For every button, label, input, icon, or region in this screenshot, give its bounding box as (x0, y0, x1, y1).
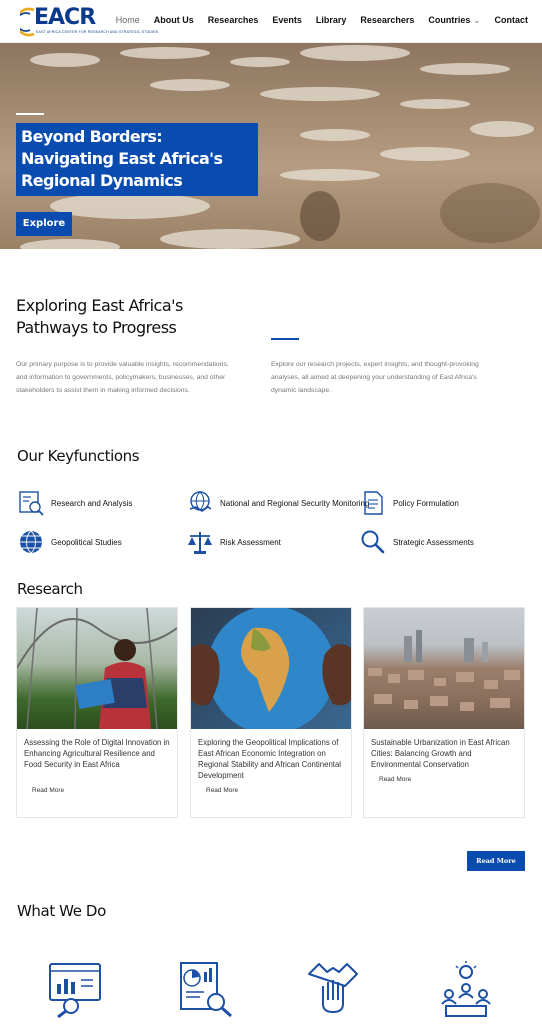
nav-events[interactable]: Events (272, 15, 302, 25)
hero-title: Beyond Borders: Navigating East Africa's Regional Dynamics (16, 123, 258, 196)
keyfunction-geopolitical-studies[interactable] (17, 528, 122, 556)
chevron-down-icon: ⌄ (472, 15, 481, 25)
keyfunction-label: Strategic Assessments (393, 537, 474, 547)
what-we-do-item[interactable] (305, 960, 361, 1018)
logo-text: EACR (34, 5, 96, 30)
keyfunction-label: National and Regional Security Monitoring (220, 498, 370, 508)
keyfunctions-heading: Our Keyfunctions (17, 447, 140, 465)
site-header (0, 0, 542, 43)
keyfunction-security-monitoring[interactable] (186, 489, 369, 517)
teamwork-hands-icon (305, 960, 361, 1018)
keyfunction-label: Policy Formulation (393, 498, 459, 508)
nav-home[interactable]: Home (115, 15, 140, 25)
keyfunction-label: Risk Assessment (220, 537, 281, 547)
globe-icon (17, 528, 45, 556)
intro-left-text: Our primary purpose is to provide valuable insights, recommendations, and information to governments, policymakers, businesses, and other stakeholders to assist them in making informed decisions. (16, 361, 229, 394)
research-card-title[interactable]: Sustainable Urbanization in East African Cities: Balancing Growth and Environmental Conservation (371, 738, 510, 769)
keyfunction-label: Research and Analysis (51, 498, 133, 508)
leadership-idea-icon (438, 960, 494, 1018)
analytics-screen-icon (47, 960, 103, 1018)
intro-title: Exploring East Africa's Pathways to Progress (16, 296, 183, 337)
research-card-read-more[interactable]: Read More (379, 776, 412, 783)
research-read-more-button[interactable]: Read More (467, 851, 525, 871)
nav-about-us[interactable]: About Us (153, 15, 194, 25)
keyfunction-research-analysis[interactable] (17, 489, 132, 517)
research-analysis-icon (17, 489, 45, 517)
research-card-image (17, 608, 177, 729)
what-we-do-item[interactable] (47, 960, 103, 1018)
keyfunction-strategic-assessments[interactable] (359, 528, 474, 556)
logo-subtext: EAST AFRICA CENTER FOR RESEARCH AND STRATEGIC STUDIES (36, 30, 159, 34)
scales-icon (186, 528, 214, 556)
research-card[interactable] (16, 607, 178, 818)
what-we-do-item[interactable] (438, 960, 494, 1018)
keyfunction-label: Geopolitical Studies (51, 537, 122, 547)
nav-researches[interactable]: Researches (207, 15, 259, 25)
explore-button[interactable]: Explore (16, 212, 72, 236)
intro-divider (271, 338, 299, 340)
research-card[interactable] (363, 607, 525, 818)
nav-countries-label: Countries (428, 15, 471, 25)
research-card-title[interactable]: Assessing the Role of Digital Innovation in Enhancing Agricultural Resilience and Food Security in East Africa (24, 738, 170, 769)
nav-countries[interactable] (428, 15, 480, 26)
intro-right-text: Explore our research projects, expert insights, and thought-provoking analyses, all aimed at deepening your understanding of East Africa's dynamic landscape. (271, 361, 479, 394)
document-icon (359, 489, 387, 517)
main-nav (116, 15, 528, 26)
keyfunction-risk-assessment[interactable] (186, 528, 281, 556)
handshake-globe-icon (186, 489, 214, 517)
nav-researchers[interactable]: Researchers (360, 15, 415, 25)
hero-banner (0, 43, 542, 249)
keyfunction-policy-formulation[interactable] (359, 489, 459, 517)
hero-accent-line (16, 113, 44, 115)
what-we-do-heading: What We Do (17, 902, 106, 920)
research-card-image (191, 608, 351, 729)
nav-library[interactable]: Library (315, 15, 347, 25)
report-magnifier-icon (178, 960, 234, 1018)
research-card-read-more[interactable]: Read More (206, 787, 239, 794)
research-card[interactable] (190, 607, 352, 818)
research-card-image (364, 608, 524, 729)
research-card-read-more[interactable]: Read More (32, 787, 65, 794)
magnifier-icon (359, 528, 387, 556)
what-we-do-item[interactable] (178, 960, 234, 1018)
research-card-title[interactable]: Exploring the Geopolitical Implications of East African Economic Integration on Regional Stability and African Continental Development (198, 738, 342, 780)
research-heading: Research (17, 580, 83, 598)
nav-contact[interactable]: Contact (494, 15, 528, 25)
